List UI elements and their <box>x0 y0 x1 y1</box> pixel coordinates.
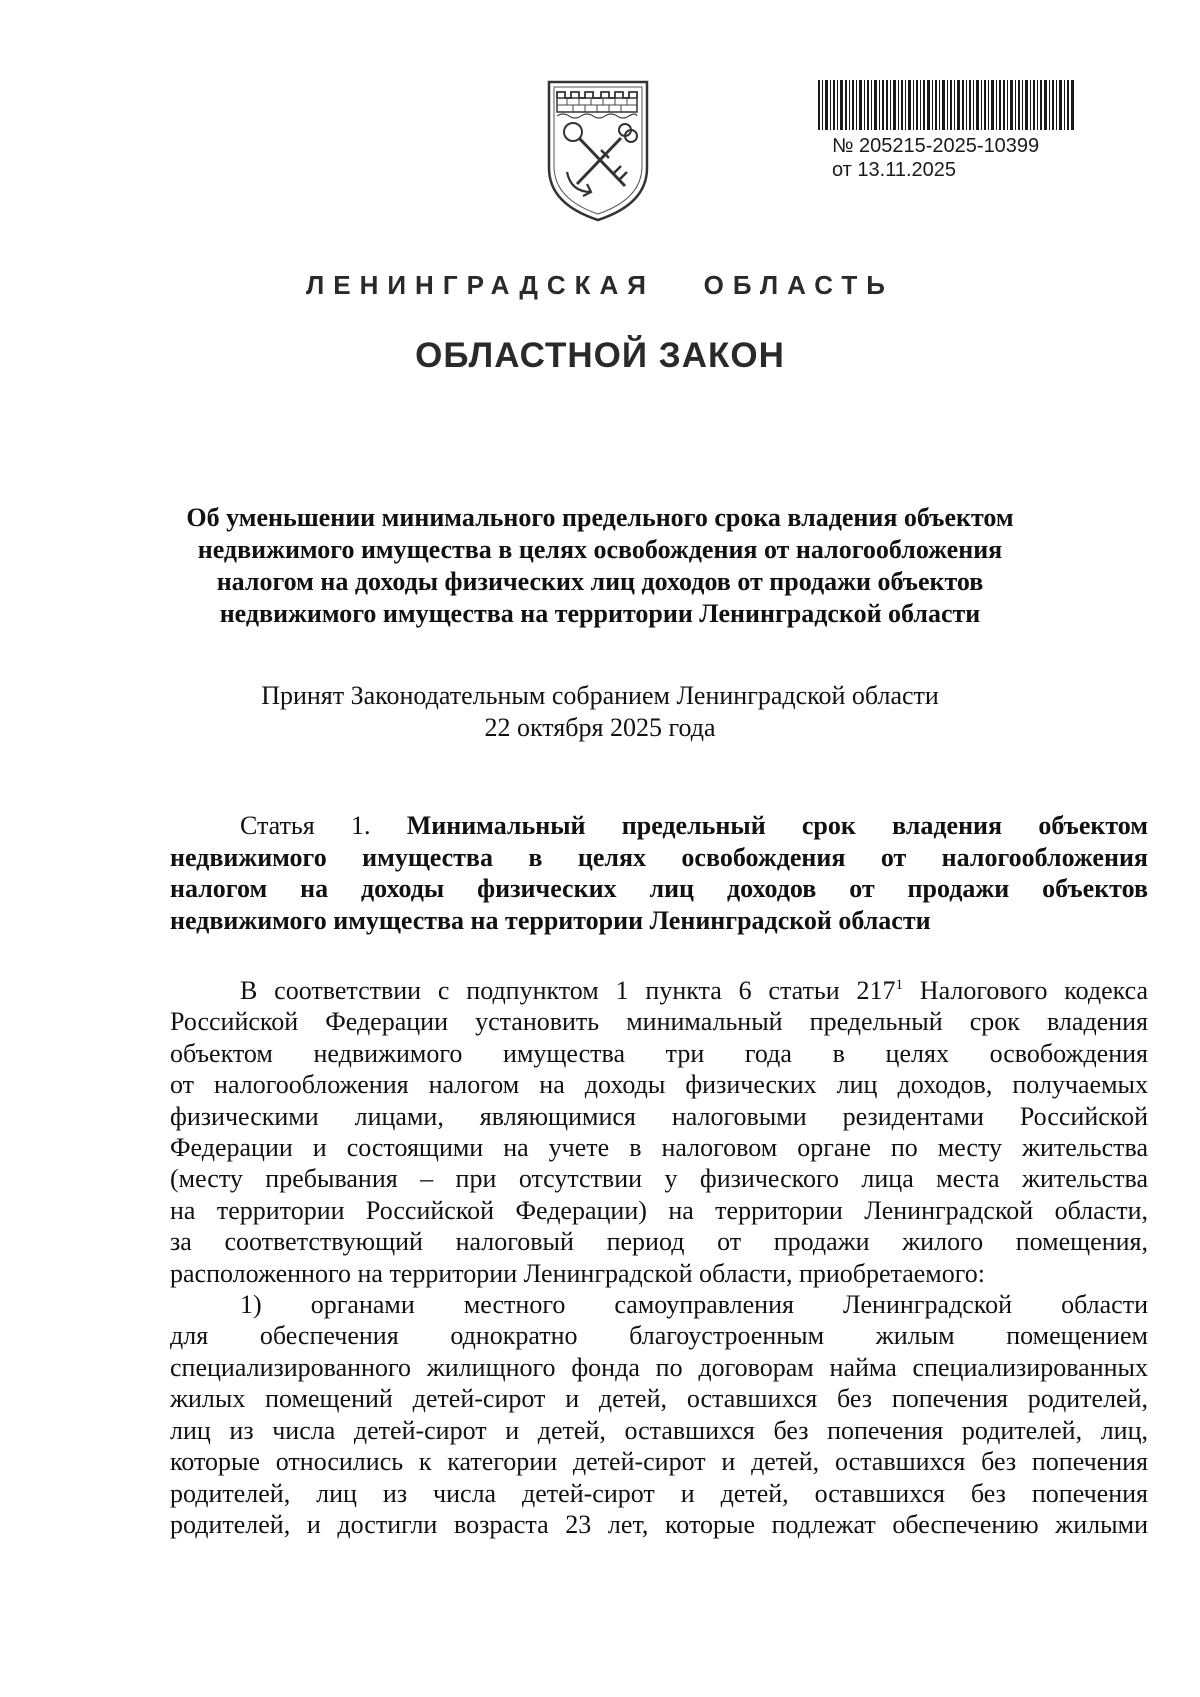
list-item-1-line: лиц из числа детей-сирот и детей, оставшихся без попечения родителей, лиц, <box>170 1415 1148 1445</box>
body-line: на территории Российской Федерации) на территории Ленинградской области, <box>170 1195 1148 1225</box>
list-item-1-line: родителей, и достигли возраста 23 лет, которые подлежат обеспечению жилыми <box>170 1509 1148 1539</box>
body-line: Федерации и состоящими на учете в налоговом органе по месту жительства <box>170 1133 1148 1163</box>
article-heading-line: недвижимого имущества на территории Ленинградской области <box>170 905 931 935</box>
list-item-1-line: родителей, лиц из числа детей-сирот и детей, оставшихся без попечения <box>170 1478 1148 1508</box>
adoption-date: 22 октября 2025 года <box>484 713 716 742</box>
body-line: физическими лицами, являющимися налоговыми резидентами Российской <box>170 1101 1148 1131</box>
body-text: Налогового кодекса <box>902 976 1148 1005</box>
body-line: за соответствующий налоговый период от продажи жилого помещения, <box>170 1227 1148 1257</box>
body-line: (месту пребывания – при отсутствии у физического лица места жительства <box>170 1164 1148 1194</box>
superscript: 1 <box>895 977 903 993</box>
region-heading: ЛЕНИНГРАДСКАЯ ОБЛАСТЬ <box>306 270 894 300</box>
law-title <box>150 502 1050 630</box>
list-item-1-line: которые относились к категории детей-сирот и детей, оставшихся без попечения <box>170 1447 1148 1477</box>
article-number: Статья 1. <box>240 811 371 840</box>
list-item-1-line: жилых помещений детей-сирот и детей, оставшихся без попечения родителей, <box>170 1384 1148 1414</box>
coat-of-arms-emblem <box>543 76 653 224</box>
law-title-line: Об уменьшении минимального предельного срока владения объектом <box>186 503 1014 532</box>
body-line <box>170 975 1148 1006</box>
body-line: Российской Федерации установить минимальный предельный срок владения <box>170 1007 1148 1037</box>
list-item-1-line: специализированного жилищного фонда по договорам найма специализированных <box>170 1352 1148 1382</box>
law-title-line: налогом на доходы физических лиц доходов от продажи объектов <box>216 567 984 596</box>
adoption-note <box>150 680 1050 744</box>
list-item-1-line: для обеспечения однократно благоустроенным жилым помещением <box>170 1321 1148 1351</box>
body-line: объектом недвижимого имущества три года в целях освобождения <box>170 1038 1148 1068</box>
law-title-line: недвижимого имущества на территории Ленинградской области <box>219 599 981 628</box>
law-title-line: недвижимого имущества в целях освобождения от налогообложения <box>197 535 1003 564</box>
registration-number: № 205215-2025-10399 <box>832 135 1040 157</box>
adoption-note-line: Принят Законодательным собранием Ленинградской области <box>261 681 939 710</box>
document-type-heading: ОБЛАСТНОЙ ЗАКОН <box>415 336 785 375</box>
body-line: расположенного на территории Ленинградской области, приобретаемого: <box>170 1258 986 1288</box>
article-1-body <box>170 975 1148 1540</box>
article-heading-line: налогом на доходы физических лиц доходов от продажи объектов <box>170 874 1148 903</box>
barcode <box>818 80 1074 130</box>
body-text: В соответствии с подпунктом 1 пункта 6 статьи 217 <box>240 976 896 1005</box>
list-item-1-line: 1) органами местного самоуправления Ленинградской области <box>240 1290 1148 1320</box>
article-heading-line <box>170 810 1148 842</box>
body-line: от налогообложения налогом на доходы физических лиц доходов, получаемых <box>170 1070 1148 1100</box>
article-heading-text: Минимальный предельный срок владения объектом <box>406 811 1148 840</box>
article-heading-line: недвижимого имущества в целях освобождения от налогообложения <box>170 842 1148 872</box>
registration-date: от 13.11.2025 <box>832 159 957 181</box>
article-1-heading <box>170 810 1148 936</box>
